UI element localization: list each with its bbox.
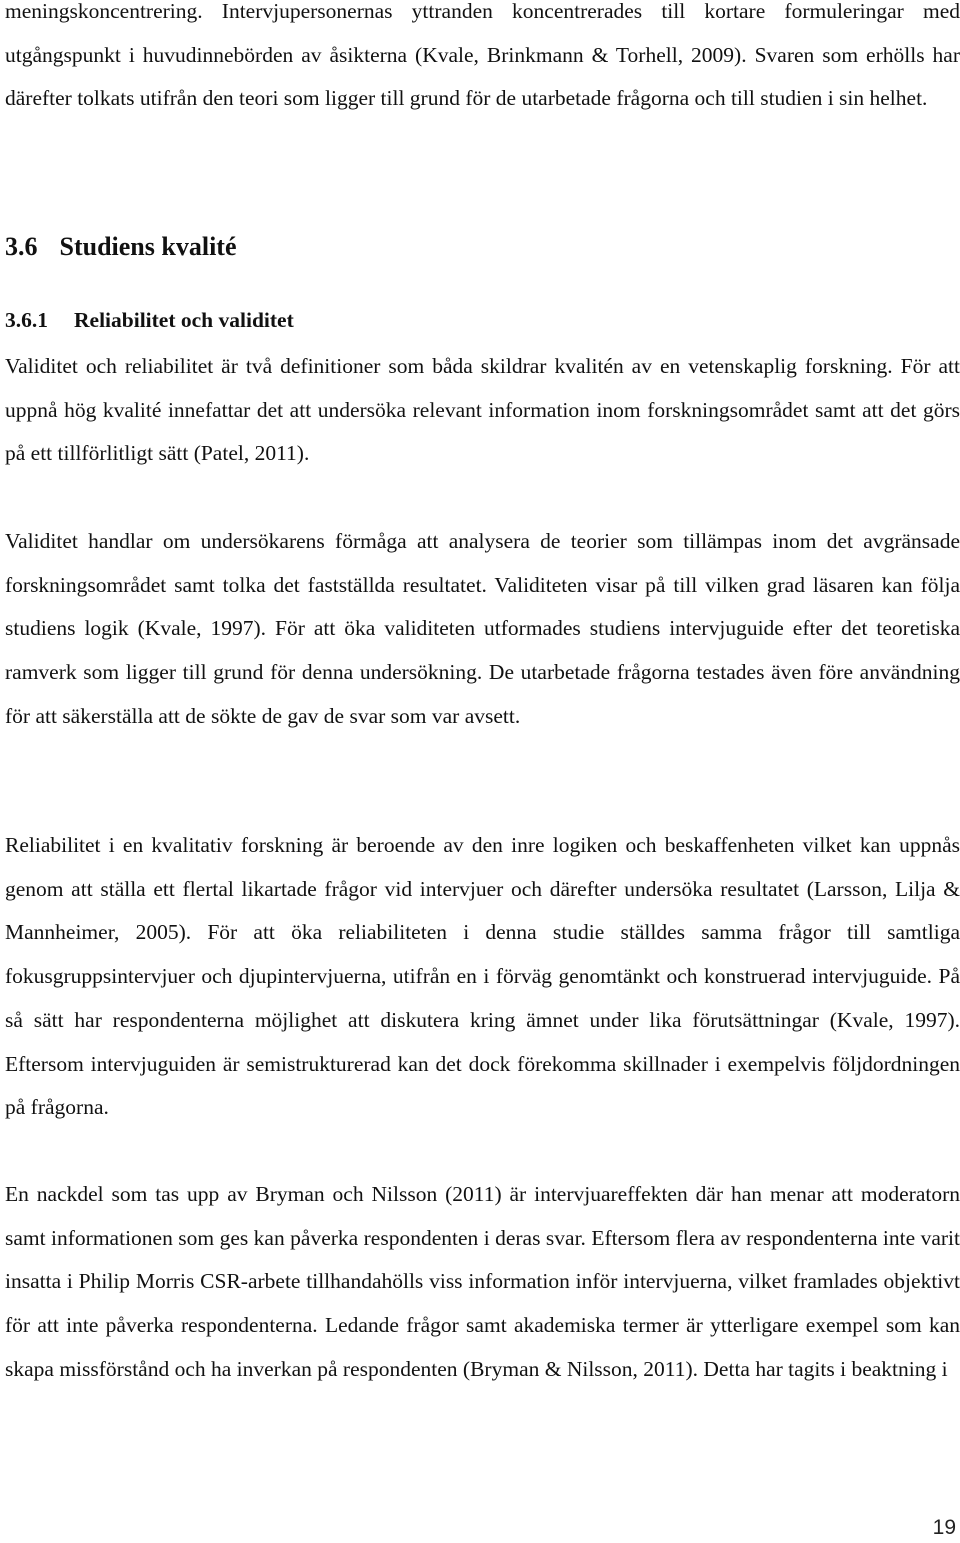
- validity-reliability-paragraph: Validitet och reliabilitet är två definitioner som båda skildrar kvalitén av en vetenskaplig forskning. För att uppnå hög kvalité innefattar det att undersöka relevant information inom forskningsområdet samt att det görs på ett tillförlitligt sätt (Patel, 2011).: [5, 354, 960, 466]
- section-number: 3.6: [5, 232, 38, 261]
- intro-paragraph: meningskoncentrering. Intervjupersonernas yttranden koncentrerades till kortare formuleringar med utgångspunkt i huvudinnebörden av åsikterna (Kvale, Brinkmann & Torhell, 2009). Svaren som erhölls har därefter tolkats utifrån den teori som ligger till grund för de utarbetade frågorna och till studien i sin helhet.: [5, 0, 960, 111]
- subsection-heading: [5, 308, 294, 333]
- subsection-number: 3.6.1: [5, 308, 48, 332]
- section-heading: [5, 232, 237, 262]
- validity-paragraph: Validitet handlar om undersökarens förmåga att analysera de teorier som tillämpas inom det avgränsade forskningsområdet samt tolka det fastställda resultatet. Validiteten visar på till vilken grad läsaren kan följa studiens logik (Kvale, 1997). För att öka validiteten utformades studiens intervjuguide efter det teoretiska ramverk som ligger till grund för denna undersökning. De utarbetade frågorna testades även före användning för att säkerställa att de sökte de gav de svar som var avsett.: [5, 529, 960, 728]
- section-title: Studiens kvalité: [59, 232, 237, 261]
- interviewer-effect-paragraph: En nackdel som tas upp av Bryman och Nilsson (2011) är intervjuareffekten där han menar att moderatorn samt informationen som ges kan påverka respondenten i deras svar. Eftersom flera av respondenterna inte varit insatta i Philip Morris CSR-arbete tillhandahölls viss information inför intervjuerna, vilket framlades objektivt för att inte påverka respondenterna. Ledande frågor samt akademiska termer är ytterligare exempel som kan skapa missförstånd och ha inverkan på respondenten (Bryman & Nilsson, 2011). Detta har tagits i beaktning i: [5, 1182, 960, 1381]
- subsection-title: Reliabilitet och validitet: [74, 308, 294, 332]
- page-number: 19: [932, 1516, 956, 1539]
- reliability-paragraph: Reliabilitet i en kvalitativ forskning är beroende av den inre logiken och beskaffenheten vilket kan uppnås genom att ställa ett flertal likartade frågor vid intervjuer och därefter undersöka resultatet (Larsson, Lilja & Mannheimer, 2005). För att öka reliabiliteten i denna studie ställdes samma frågor till samtliga fokusgruppsintervjuer och djupintervjuerna, utifrån en i förväg genomtänkt och konstruerad intervjuguide. På så sätt har respondenterna möjlighet att diskutera kring ämnet under lika förutsättningar (Kvale, 1997). Eftersom intervjuguiden är semistrukturerad kan det dock förekomma skillnader i exempelvis följdordningen på frågorna.: [5, 833, 960, 1120]
